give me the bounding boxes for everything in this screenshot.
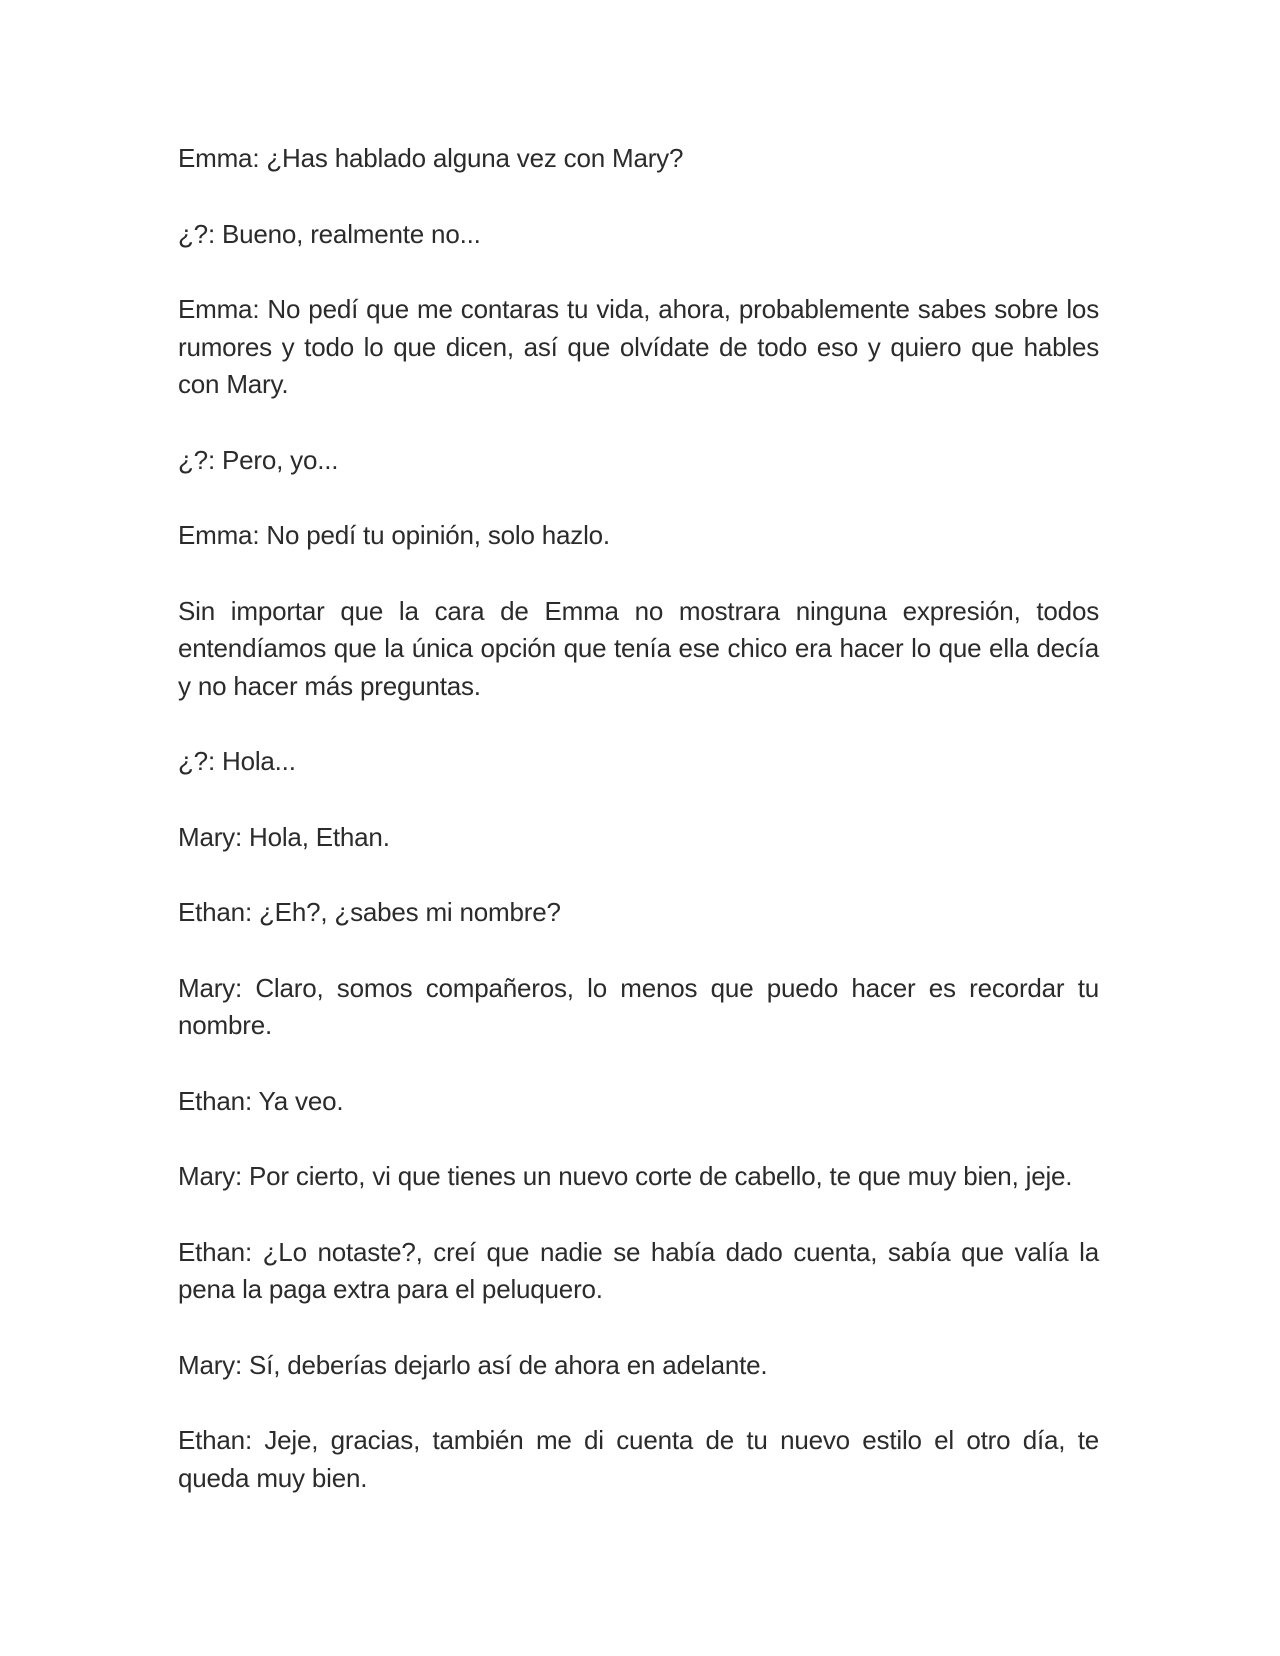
paragraph-5: Emma: No pedí tu opinión, solo hazlo.: [178, 520, 610, 550]
paragraph-4: ¿?: Pero, yo...: [178, 444, 339, 475]
paragraph-14: Mary: Sí, deberías dejarlo así de ahora en adelante.: [178, 1349, 768, 1380]
paragraph-6: Sin importar que la cara de Emma no mostrara ninguna expresión, todos entendíamos que la única opción que tenía ese chico era hacer lo que ella decía y no hacer más preguntas.: [178, 595, 1099, 701]
paragraph-3: Emma: No pedí que me contaras tu vida, ahora, probablemente sabes sobre los rumores y todo lo que dicen, así que olvídate de todo eso y quiero que hables con Mary.: [178, 294, 1099, 399]
paragraph-9: Ethan: ¿Eh?, ¿sabes mi nombre?: [178, 897, 561, 927]
paragraph-2: ¿?: Bueno, realmente no...: [178, 218, 481, 249]
paragraph-12: Mary: Por cierto, vi que tienes un nuevo corte de cabello, te que muy bien, jeje.: [178, 1161, 1073, 1191]
paragraph-13: Ethan: ¿Lo notaste?, creí que nadie se había dado cuenta, sabía que valía la pena la paga extra para el peluquero.: [178, 1236, 1099, 1304]
paragraph-1: Emma: ¿Has hablado alguna vez con Mary?: [178, 143, 684, 173]
paragraph-10: Mary: Claro, somos compañeros, lo menos que puedo hacer es recordar tu nombre.: [178, 972, 1099, 1040]
paragraph-15: Ethan: Jeje, gracias, también me di cuenta de tu nuevo estilo el otro día, te queda muy bien.: [178, 1425, 1099, 1493]
paragraph-11: Ethan: Ya veo.: [178, 1085, 344, 1116]
paragraph-8: Mary: Hola, Ethan.: [178, 821, 390, 852]
paragraph-7: ¿?: Hola...: [178, 746, 296, 776]
